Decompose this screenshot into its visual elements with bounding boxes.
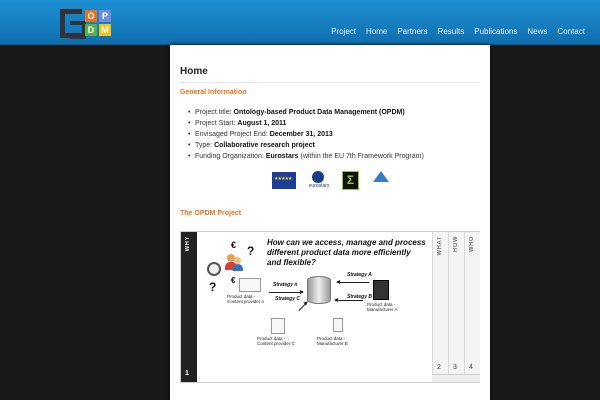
eu-flag-logo[interactable] xyxy=(272,172,296,189)
nav-project[interactable]: Project xyxy=(331,27,356,36)
tab-how-label: HOW xyxy=(453,236,459,253)
nav-news[interactable]: News xyxy=(527,27,548,36)
arrow-icon xyxy=(337,282,369,283)
nav-partners[interactable]: Partners xyxy=(397,27,428,36)
slider-footer xyxy=(432,374,480,382)
logo-letter-d: D xyxy=(85,24,97,36)
funder-logos xyxy=(272,171,399,190)
tab-why[interactable] xyxy=(181,232,197,382)
tab-what-number: 2 xyxy=(437,364,441,371)
tab-who[interactable] xyxy=(464,232,480,374)
slide-why-content xyxy=(197,232,432,382)
caption-provider-c: Product data - Content provider C xyxy=(257,336,295,346)
nav-publications[interactable]: Publications xyxy=(474,27,518,36)
strategy-label: Strategy n xyxy=(273,282,298,288)
euro-icon: € xyxy=(231,276,236,285)
strategy-label: Strategy B xyxy=(347,294,373,300)
logo-letter-o: O xyxy=(85,10,97,22)
euro-icon: € xyxy=(231,240,237,250)
slide-question: How can we access, manage and process different product data more efficiently and flexible? xyxy=(267,238,426,267)
tab-who-label: WHO xyxy=(469,236,475,253)
main-nav xyxy=(326,27,590,36)
opdm-logo[interactable] xyxy=(60,9,114,39)
people-icon xyxy=(225,254,243,272)
info-item-start: • Project Start: August 1, 2011 xyxy=(188,118,424,129)
page-title: Home xyxy=(180,66,208,77)
nav-results[interactable]: Results xyxy=(437,27,465,36)
strategy-label: Strategy A xyxy=(347,272,372,278)
strategy-label: Strategy C xyxy=(275,296,301,302)
provider-c-document-icon xyxy=(271,318,285,334)
title-divider xyxy=(180,82,480,83)
info-item-funding: • Funding Organization: Eurostars (within the EU 7th Framework Program) xyxy=(188,151,424,162)
manufacturer-a-catalog-icon xyxy=(373,280,389,300)
tab-why-label: WHY xyxy=(185,236,191,252)
general-info-heading: General Information xyxy=(180,89,247,96)
eurostars-logo[interactable] xyxy=(302,171,336,190)
info-item-title: • Project title: Ontology-based Product Data Management (OPDM) xyxy=(188,107,424,118)
nav-home[interactable]: Home xyxy=(366,27,388,36)
tab-how[interactable] xyxy=(448,232,464,374)
arrow-icon xyxy=(269,292,303,293)
arrow-icon xyxy=(335,300,363,301)
accordion-slider xyxy=(180,231,480,383)
fp7-logo[interactable] xyxy=(365,171,399,190)
logo-letter-p: P xyxy=(99,10,111,22)
project-info-list xyxy=(188,107,424,162)
logo-f-mark xyxy=(60,9,82,38)
content-panel xyxy=(170,45,490,400)
opdm-project-heading: The OPDM Project xyxy=(180,210,242,217)
sigma-logo[interactable]: Σ xyxy=(342,171,359,190)
info-item-type: • Type: Collaborative research project xyxy=(188,140,424,151)
fp7-triangle-icon xyxy=(373,171,389,182)
arrow-icon xyxy=(298,302,307,311)
provider-n-document-icon xyxy=(239,278,261,292)
caption-manufacturer-a: Product data - Manufacturer A xyxy=(367,302,398,312)
manufacturer-b-document-icon xyxy=(333,318,343,332)
logo-letter-m: M xyxy=(99,24,111,36)
tab-how-number: 3 xyxy=(453,364,457,371)
info-item-end: • Envisaged Project End: December 31, 2013 xyxy=(188,129,424,140)
eurostars-ball-icon xyxy=(312,171,324,183)
tab-why-number: 1 xyxy=(185,370,189,377)
tab-who-number: 4 xyxy=(469,364,473,371)
eurostars-logo-text: eurostars xyxy=(308,183,330,189)
question-mark-icon: ? xyxy=(209,280,217,294)
nav-contact[interactable]: Contact xyxy=(557,27,585,36)
caption-manufacturer-b: Product data - Manufacturer B xyxy=(317,336,348,346)
site-header xyxy=(0,0,600,45)
database-icon xyxy=(307,276,331,304)
tab-what[interactable] xyxy=(432,232,448,374)
tab-what-label: WHAT xyxy=(437,236,443,256)
caption-provider-n: Product data - Content provider n xyxy=(227,294,265,304)
clock-icon xyxy=(207,262,221,276)
question-mark-icon: ? xyxy=(247,244,255,258)
